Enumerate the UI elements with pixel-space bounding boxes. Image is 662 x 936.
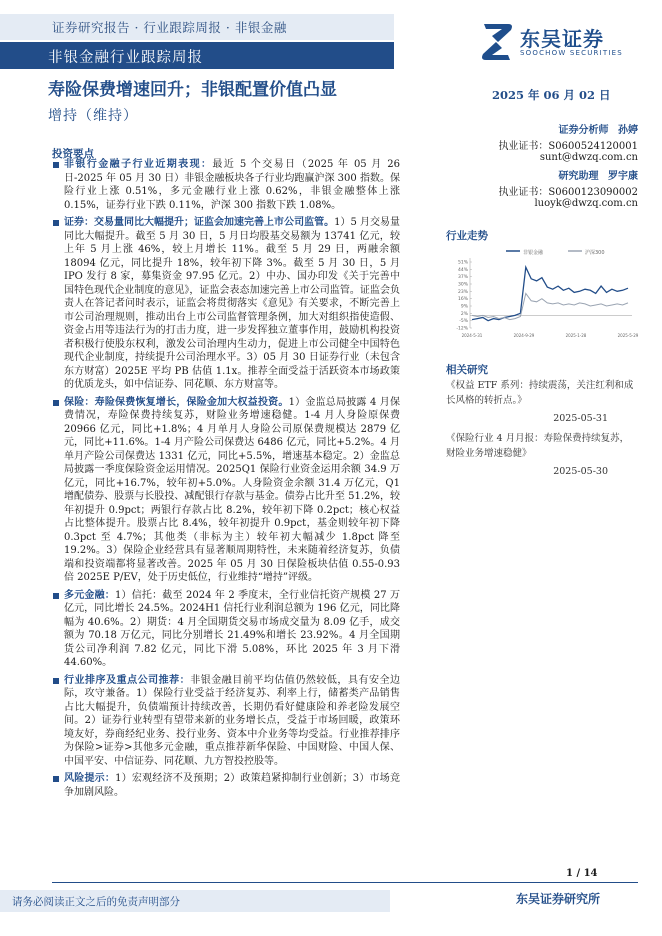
brand-logo [478, 20, 628, 64]
legend-label: 沪深300 [585, 250, 605, 256]
key-point-lead: 风险提示： [64, 773, 116, 784]
disclaimer-text: 请务必阅读正文之后的免责声明部分 [12, 896, 180, 908]
analyst-1-name: 孙婷 [618, 125, 638, 136]
report-type-bar [0, 42, 394, 69]
key-point-lead: 多元金融： [64, 589, 115, 601]
series-line-nonbank [472, 267, 628, 321]
brand-name-en: SOOCHOW SECURITIES [520, 49, 623, 57]
analyst-1-email[interactable]: sunt@dwzq.com.cn [539, 152, 638, 163]
key-point-risk [52, 772, 400, 799]
page-number: 1 / 14 [566, 868, 598, 879]
trend-heading: 行业走势 [446, 230, 488, 242]
report-type: 非银金融行业跟踪周报 [48, 50, 203, 66]
y-tick-label: 16% [457, 297, 468, 303]
y-tick-label: 9% [460, 304, 468, 310]
y-tick-label: 44% [457, 267, 468, 273]
analyst-2-role: 研究助理 [558, 171, 599, 182]
y-tick-label: 51% [457, 260, 468, 266]
analyst-2-name: 罗宇康 [608, 171, 638, 182]
key-point-text: 1）5 月交易量同比大幅提升。截至 5 月 30 日，5 月日均股基交易额为 13741 亿元，较上年 5 月上涨 46%，较上月增长 11%。截至 5 月 29 日，两融余额 18094 亿元，同比提升 18%，较年初下降 3%。截至 5 月 30 日，5 月 IPO 发行 8 家，募集资金 97.95 亿元。2）中办、国办印发《关于完善中国特色现代企业制度的意见》，证监会表态加速完善上市公司监管。证监会负责人在答记者问时表示，证监会将贯彻落实《意见》有关要求，不断完善上市公司治理规则，推动出台上市公司监督管理条例，加大对组织指使造假、资金占用等违法行为的打击力度，进一步发挥独立董事作用，鼓励机构投资者积极行使股东权利，激发公司治理内生动力，促进上市公司健全中国特色现代企业制度，持续提升公司治理水平。3）05 月 30 日证券行业（未包含东方财富）2025E 平均 PB 估值 1.1x。推荐全面受益于活跃资本市场政策的优质龙头，如中信证券、同花顺、东方财富等。 [64, 217, 400, 390]
key-point-securities [52, 216, 400, 392]
key-point-text: 1）信托：截至 2024 年 2 季度末，全行业信托资产规模 27 万亿元，同比增长 24.5%。2024H1 信托行业利润总额为 196 亿元，同比降幅为 40.6%。2）期货：4 月全国期货交易市场成交量为 8.09 亿手，成交额为 70.18 万亿元，同比分别增长 21.49%和增长 23.92%。4 月全国期货公司净利润 7.82 亿元，同比下滑 5.08%，环比 2025 年 3 月下滑 44.60%。 [64, 589, 400, 668]
key-point-lead: 保险：寿险保费恢复增长，保险金加大权益投资。 [64, 396, 289, 408]
analyst-2 [442, 167, 638, 182]
y-tick-label: -5% [459, 319, 468, 325]
report-date: 2025 年 06 月 02 日 [492, 88, 611, 102]
key-point-lead: 非银行金融子行业近期表现： [64, 159, 213, 170]
key-point-lead: 证券：交易量同比大幅提升；证监会加速完善上市公司监管。 [64, 217, 335, 228]
analyst-2-email[interactable]: luoyk@dwzq.com.cn [534, 198, 638, 209]
analyst-1-cert: 执业证书：S0600524120001 [498, 141, 638, 152]
y-tick-label: -12% [456, 326, 468, 332]
analyst-2-cert: 执业证书：S0600123090002 [498, 187, 638, 198]
key-point-diversified [52, 589, 400, 670]
key-point-text: 1）宏观经济不及预期；2）政策趋紧抑制行业创新；3）市场竞争加剧风险。 [64, 773, 401, 798]
disclaimer-bar [0, 890, 390, 912]
y-tick-label: 30% [457, 282, 468, 288]
related-item-date: 2025-05-30 [553, 466, 608, 477]
key-point-insurance [52, 396, 400, 585]
related-item[interactable]: 《权益 ETF 系列：持续震荡，关注红利和成长风格的转折点。》 [446, 380, 634, 406]
x-tick-label: 2025-5-29 [617, 333, 639, 338]
y-tick-label: 2% [460, 311, 468, 317]
key-point-market [52, 158, 400, 212]
footer-divider [52, 882, 638, 883]
industry-trend-chart [446, 244, 639, 342]
rating-badge: 增持（维持） [48, 108, 138, 124]
key-points-heading: 投资要点 [52, 148, 94, 160]
x-tick-label: 2025-1-28 [565, 333, 587, 338]
report-category-bar [0, 14, 394, 40]
related-research-heading: 相关研究 [446, 364, 488, 376]
y-tick-label: 37% [457, 275, 468, 281]
research-institute: 东吴证券研究所 [516, 892, 601, 906]
analyst-1-role: 证券分析师 [558, 125, 609, 136]
x-tick-label: 2024-9-29 [513, 333, 535, 338]
y-tick-label: 23% [457, 289, 468, 295]
legend-label: 非银金融 [523, 250, 544, 256]
key-point-recommendation [52, 674, 400, 769]
analyst-1 [442, 121, 638, 136]
key-points-list [52, 158, 400, 803]
report-title: 寿险保费增速回升；非银配置价值凸显 [48, 80, 337, 100]
related-item-date: 2025-05-31 [553, 413, 608, 424]
report-category: 证券研究报告 · 行业跟踪周报 · 非银金融 [52, 20, 287, 35]
brand-logo-icon [478, 20, 516, 64]
key-point-lead: 行业排序及重点公司推荐： [64, 674, 191, 686]
related-item[interactable]: 《保险行业 4 月月报：寿险保费持续复苏，财险业务增速稳健》 [446, 433, 630, 459]
x-tick-label: 2024-5-31 [461, 333, 483, 338]
brand-name: 东吴证券 [520, 27, 604, 51]
key-point-text: 最近 5 个交易日（2025 年 05 月 26 日-2025 年 05 月 30 日）非银金融板块各子行业均跑赢沪深 300 指数。保险行业上涨 0.51%，多元金融行业上涨 0.62%，非银金融整体上涨 0.15%，证券行业下跌 0.11%，沪深 300 指数下跌 1.08%。 [64, 159, 400, 211]
key-point-text: 1）金监总局披露 4 月保费情况，寿险保费持续复苏，财险业务增速稳健。1-4 月人身险原保费 20966 亿元，同比+1.8%；4 月单月人身险公司原保费规模达 2879 亿元，同比+11.6%。1-4 月产险公司保费达 6486 亿元，同比+5.2%。4 月单月产险公司保费达 1331 亿元，同比+5.5%，增速基本稳定。2）金监总局披露一季度保险资金运用情况。2025Q1 保险行业资金运用余额 34.9 万亿元，同比+16.7%，较年初+5.0%。人身险资金余额 31.4 万亿元，Q1 增配债券、股票与长股投、减配银行存款与基金。债券占比升至 51.2%，较年初提升 0.9pct；两银行存款占比 8.2%，较年初下降 0.2pct；核心权益占比整体提升。股票占比 8.4%，较年初提升 0.9pct，基金则较年初下降 0.3pct 至 4.7%；其他类（非标为主）较年初大幅减少 1.8pct 降至 19.2%。3）保险企业经营具有显著顺周期特性，未来随着经济复苏，负债端和投资端都将显著改善。2025 年 05 月 30 日保险板块估值 0.55-0.93 倍 2025E P/EV，处于历史低位，行业维持“增持”评级。 [64, 396, 400, 583]
key-point-text: 非银金融目前平均估值仍然较低，具有安全边际，攻守兼备。1）保险行业受益于经济复苏、利率上行，储蓄类产品销售占比大幅提升，负债端预计持续改善，长期仍看好健康险和养老险发展空间。2）证券行业转型有望带来新的业务增长点，受益于市场回暖，政策环境友好，券商经纪业务、投行业务、资本中介业务等均受益。行业推荐排序为保险>证券>其他多元金融，重点推荐新华保险、中国财险、中国人保、中国平安、中信证券、同花顺、九方智投控股等。 [64, 674, 401, 767]
